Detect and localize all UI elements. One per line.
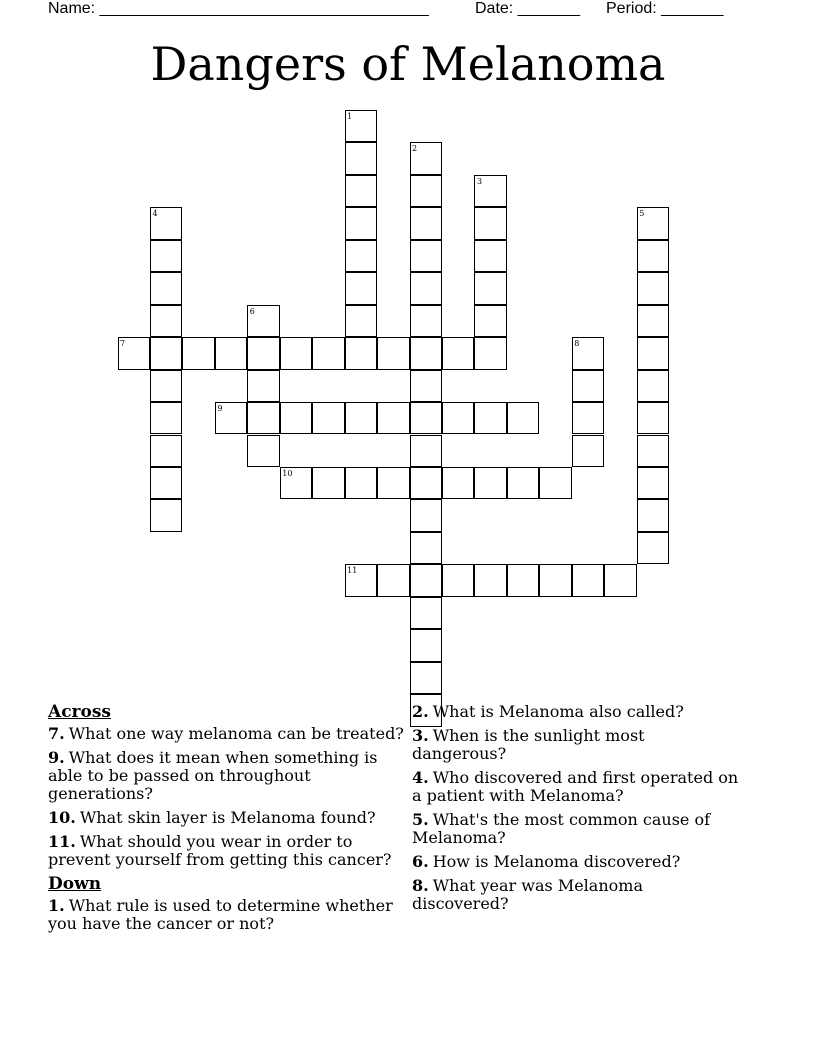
clue-number: 1. xyxy=(48,896,65,915)
crossword-cell[interactable] xyxy=(410,564,442,596)
crossword-cell[interactable] xyxy=(247,402,279,434)
cell-number-1: 1 xyxy=(347,112,353,121)
crossword-cell[interactable] xyxy=(637,435,669,467)
crossword-cell[interactable] xyxy=(410,305,442,337)
clue-text: What's the most common cause of Melanoma? xyxy=(412,810,711,847)
crossword-cell[interactable] xyxy=(150,370,182,402)
cell-number-11: 11 xyxy=(347,566,358,576)
crossword-cell[interactable] xyxy=(572,435,604,467)
crossword-cell[interactable] xyxy=(637,337,669,369)
crossword-cell[interactable] xyxy=(474,240,506,272)
cell-number-10: 10 xyxy=(282,468,293,478)
clue-text: Who discovered and first operated on a patient with Melanoma? xyxy=(412,768,739,805)
crossword-cell[interactable] xyxy=(377,467,409,499)
clue-number: 10. xyxy=(48,808,76,827)
crossword-cell[interactable] xyxy=(474,272,506,304)
clue-across-9 xyxy=(48,749,408,803)
crossword-cell[interactable] xyxy=(345,305,377,337)
crossword-cell[interactable] xyxy=(280,337,312,369)
crossword-cell[interactable] xyxy=(474,467,506,499)
clue-down-6 xyxy=(412,853,742,871)
crossword-cell[interactable] xyxy=(345,142,377,174)
period-field[interactable]: Period: _______ xyxy=(606,0,724,17)
crossword-cell[interactable] xyxy=(377,402,409,434)
crossword-cell[interactable] xyxy=(637,499,669,531)
clue-number: 2. xyxy=(412,702,429,721)
cell-number-6: 6 xyxy=(249,306,255,316)
crossword-cell[interactable] xyxy=(345,272,377,304)
crossword-cell[interactable] xyxy=(150,467,182,499)
cell-number-5: 5 xyxy=(639,209,645,219)
crossword-cell[interactable] xyxy=(474,402,506,434)
crossword-cell[interactable] xyxy=(637,272,669,304)
crossword-cell[interactable] xyxy=(410,532,442,564)
clue-across-7 xyxy=(48,725,408,743)
crossword-cell[interactable] xyxy=(637,305,669,337)
across-heading: Across xyxy=(48,702,111,722)
crossword-cell[interactable] xyxy=(410,272,442,304)
crossword-cell[interactable] xyxy=(572,402,604,434)
crossword-cell[interactable] xyxy=(410,629,442,661)
clue-number: 8. xyxy=(412,876,429,895)
clue-text: How is Melanoma discovered? xyxy=(432,852,681,871)
crossword-cell[interactable] xyxy=(410,467,442,499)
date-field[interactable]: Date: _______ xyxy=(475,0,580,17)
down-heading: Down xyxy=(48,874,102,894)
crossword-cell[interactable] xyxy=(539,467,571,499)
cell-number-9: 9 xyxy=(217,404,223,414)
clue-number: 3. xyxy=(412,726,429,745)
crossword-cell[interactable] xyxy=(474,207,506,239)
crossword-cell[interactable] xyxy=(150,402,182,434)
crossword-cell[interactable] xyxy=(442,467,474,499)
cell-number-8: 8 xyxy=(574,339,580,349)
crossword-cell[interactable] xyxy=(247,337,279,369)
crossword-cell[interactable] xyxy=(377,337,409,369)
crossword-cell[interactable] xyxy=(410,370,442,402)
clue-text: What should you wear in order to prevent yourself from getting this cancer? xyxy=(48,832,392,869)
crossword-cell[interactable] xyxy=(150,499,182,531)
crossword-cell[interactable] xyxy=(410,499,442,531)
clue-down-4 xyxy=(412,769,742,805)
clue-text: What is Melanoma also called? xyxy=(432,702,684,721)
crossword-cell[interactable] xyxy=(637,532,669,564)
crossword-cell[interactable] xyxy=(150,272,182,304)
page-title: Dangers of Melanoma xyxy=(150,37,666,91)
crossword-cell[interactable] xyxy=(345,207,377,239)
crossword-cell[interactable] xyxy=(539,564,571,596)
clue-text: What skin layer is Melanoma found? xyxy=(79,808,376,827)
name-field[interactable]: Name: _____________________________________ xyxy=(48,0,429,17)
crossword-cell[interactable] xyxy=(312,402,344,434)
crossword-cell[interactable] xyxy=(247,370,279,402)
crossword-cell[interactable] xyxy=(345,240,377,272)
crossword-cell[interactable] xyxy=(150,435,182,467)
crossword-cell[interactable] xyxy=(637,467,669,499)
crossword-cell[interactable] xyxy=(182,337,214,369)
crossword-cell[interactable] xyxy=(604,564,636,596)
clue-down-5 xyxy=(412,811,742,847)
crossword-cell[interactable] xyxy=(345,402,377,434)
crossword-cell[interactable] xyxy=(345,175,377,207)
crossword-cell[interactable] xyxy=(410,337,442,369)
clue-text: What one way melanoma can be treated? xyxy=(68,724,404,743)
crossword-cell[interactable] xyxy=(637,370,669,402)
crossword-cell[interactable] xyxy=(215,337,247,369)
crossword-cell[interactable] xyxy=(410,435,442,467)
clue-number: 6. xyxy=(412,852,429,871)
clue-number: 7. xyxy=(48,724,65,743)
cell-number-4: 4 xyxy=(152,209,158,219)
crossword-cell[interactable] xyxy=(410,240,442,272)
crossword-cell[interactable] xyxy=(410,175,442,207)
clue-down-1 xyxy=(48,897,408,933)
crossword-cell[interactable] xyxy=(507,467,539,499)
clues-right-column xyxy=(412,703,742,919)
crossword-cell[interactable] xyxy=(150,337,182,369)
crossword-cell[interactable] xyxy=(474,337,506,369)
clue-down-2 xyxy=(412,703,742,721)
crossword-cell[interactable] xyxy=(377,564,409,596)
crossword-cell[interactable] xyxy=(410,662,442,694)
cell-number-2: 2 xyxy=(412,144,418,154)
clue-across-11 xyxy=(48,833,408,869)
crossword-cell[interactable] xyxy=(345,337,377,369)
crossword-cell[interactable] xyxy=(442,402,474,434)
clue-text: When is the sunlight most dangerous? xyxy=(412,726,645,763)
crossword-cell[interactable] xyxy=(312,467,344,499)
crossword-cell[interactable] xyxy=(474,564,506,596)
clue-text: What rule is used to determine whether you have the cancer or not? xyxy=(48,896,393,933)
clue-number: 9. xyxy=(48,748,65,767)
clue-number: 11. xyxy=(48,832,76,851)
crossword-cell[interactable] xyxy=(507,564,539,596)
clues-left-column xyxy=(48,703,408,939)
crossword-cell[interactable] xyxy=(150,240,182,272)
crossword-cell[interactable] xyxy=(410,207,442,239)
crossword-cell[interactable] xyxy=(150,305,182,337)
crossword-cell[interactable] xyxy=(572,564,604,596)
crossword-cell[interactable] xyxy=(410,597,442,629)
clue-down-8 xyxy=(412,877,742,913)
clue-number: 4. xyxy=(412,768,429,787)
crossword-cell[interactable] xyxy=(247,435,279,467)
crossword-cell[interactable] xyxy=(637,402,669,434)
crossword-cell[interactable] xyxy=(312,337,344,369)
crossword-cell[interactable] xyxy=(442,337,474,369)
crossword-cell[interactable] xyxy=(442,564,474,596)
clue-across-10 xyxy=(48,809,408,827)
cell-number-7: 7 xyxy=(120,339,126,349)
crossword-cell[interactable] xyxy=(507,402,539,434)
crossword-cell[interactable] xyxy=(474,305,506,337)
clue-text: What does it mean when something is able to be passed on throughout generations? xyxy=(48,748,378,803)
crossword-cell[interactable] xyxy=(345,467,377,499)
crossword-cell[interactable] xyxy=(410,402,442,434)
clue-text: What year was Melanoma discovered? xyxy=(412,876,643,913)
crossword-cell[interactable] xyxy=(280,402,312,434)
crossword-cell[interactable] xyxy=(637,240,669,272)
cell-number-3: 3 xyxy=(476,176,483,186)
crossword-cell[interactable] xyxy=(572,370,604,402)
clue-number: 5. xyxy=(412,810,429,829)
clue-down-3 xyxy=(412,727,742,763)
